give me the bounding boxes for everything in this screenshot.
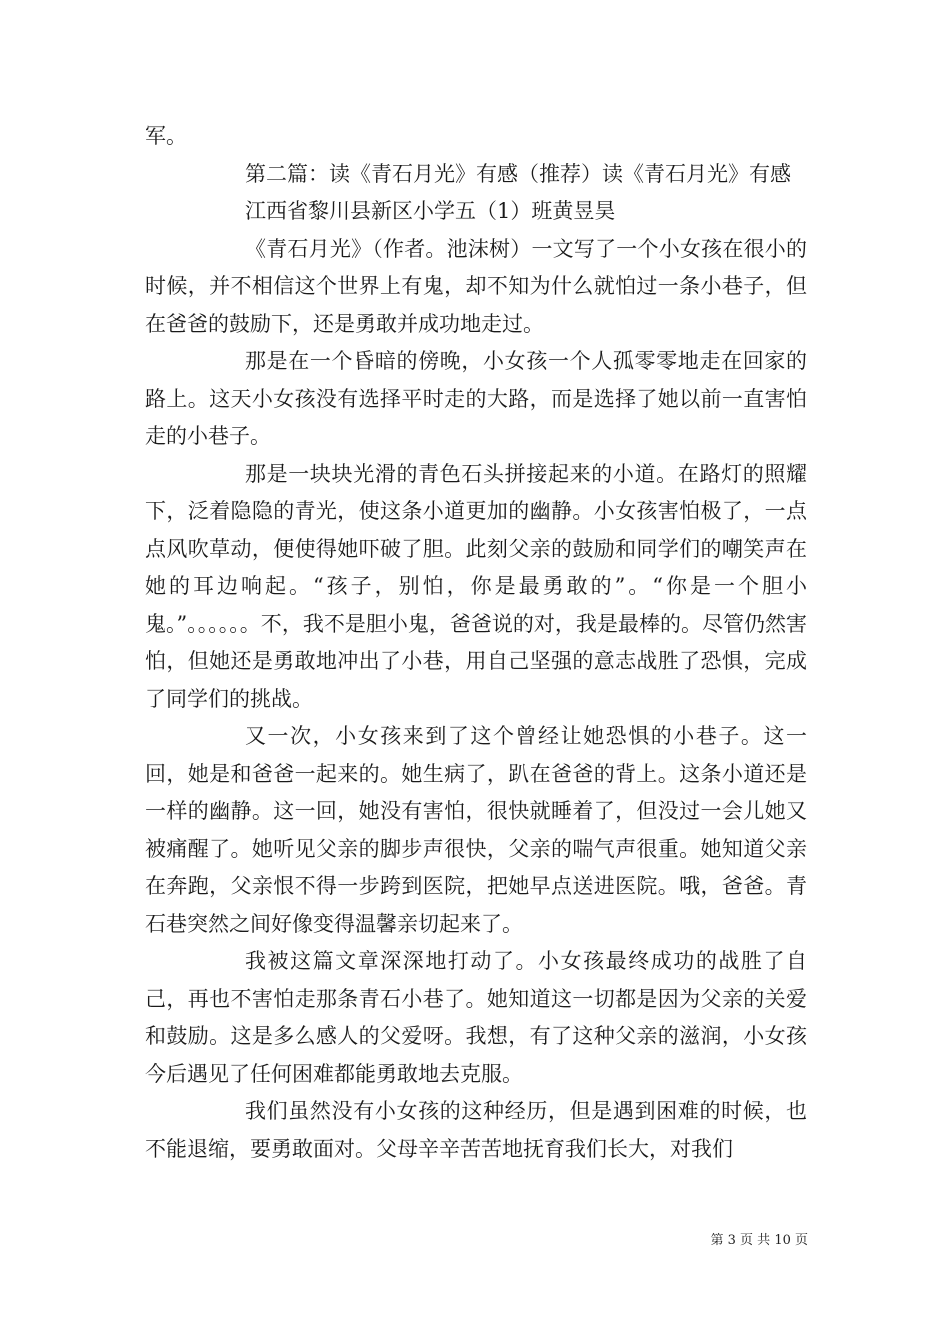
paragraph: 那是一块块光滑的青色石头拼接起来的小道。在路灯的照耀下，泛着隐隐的青光，使这条小道更加的幽静。小女孩害怕极了，一点点风吹草动，便使得她吓破了胆。此刻父亲的鼓励和同学们的嘲笑声在她的耳边响起。“孩子，别怕，你是最勇敢的”。“你是一个胆小鬼。”。。。。。。不，我不是胆小鬼，爸爸说的对，我是最棒的。尽管仍然害怕，但她还是勇敢地冲出了小巷，用自己坚强的意志战胜了恐惧，完成了同学们的挑战。	[145, 461, 807, 711]
article-title: 第二篇：读《青石月光》有感（推荐）读《青石月光》有感	[245, 161, 791, 186]
paragraph: 我被这篇文章深深地打动了。小女孩最终成功的战胜了自己，再也不害怕走那条青石小巷了。她知道这一切都是因为父亲的关爱和鼓励。这是多么感人的父爱呀。我想，有了这种父亲的滋润，小女孩今后遇见了任何困难都能勇敢地去克服。	[145, 949, 807, 1086]
document-body	[145, 118, 807, 1168]
paragraph: 我们虽然没有小女孩的这种经历，但是遇到困难的时候，也不能退缩，要勇敢面对。父母辛辛苦苦地抚育我们长大，对我们	[145, 1099, 807, 1161]
author-line: 江西省黎川县新区小学五（1）班黄昱昊	[245, 199, 616, 223]
paragraph: 那是在一个昏暗的傍晚，小女孩一个人孤零零地走在回家的路上。这天小女孩没有选择平时走的大路，而是选择了她以前一直害怕走的小巷子。	[145, 349, 807, 448]
paragraph: 又一次，小女孩来到了这个曾经让她恐惧的小巷子。这一回，她是和爸爸一起来的。她生病了，趴在爸爸的背上。这条小道还是一样的幽静。这一回，她没有害怕，很快就睡着了，但没过一会儿她又被痛醒了。她听见父亲的脚步声很快，父亲的喘气声很重。她知道父亲在奔跑，父亲恨不得一步跨到医院，把她早点送进医院。哦，爸爸。青石巷突然之间好像变得温馨亲切起来了。	[145, 724, 807, 936]
paragraph: 《青石月光》（作者。池沫树）一文写了一个小女孩在很小的时候，并不相信这个世界上有鬼，却不知为什么就怕过一条小巷子，但在爸爸的鼓励下，还是勇敢并成功地走过。	[145, 236, 807, 336]
page-number: 第 3 页 共 10 页	[710, 1233, 808, 1248]
paragraph-continuation: 军。	[145, 124, 187, 148]
